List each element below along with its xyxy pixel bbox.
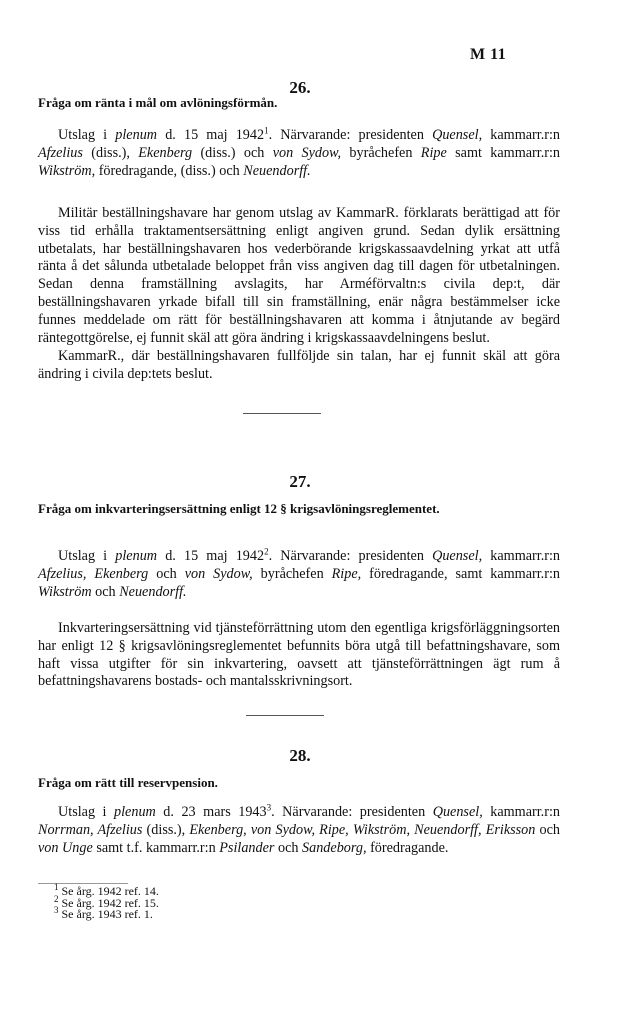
section-heading-26: Fråga om ränta i mål om avlöningsförmån. bbox=[38, 95, 278, 110]
page-id: M 11 bbox=[470, 46, 507, 63]
section-divider bbox=[246, 715, 324, 716]
section-26-paragraph-1: Utslag i plenum d. 15 maj 1942$^1$. Närvarande: presidenten Quensel, kammarr.r:n Afzelius (diss.), Ekenberg (diss.) och von Sydow, byråchefen Ripe samt kammarr.r:n Wikström, föredragande, (diss.) och Neuendorff. bbox=[38, 125, 560, 179]
section-26-paragraph-2 bbox=[38, 205, 560, 347]
footnote: $^3$ Se årg. 1943 ref. 1. bbox=[54, 905, 153, 922]
section-heading-27: Fråga om inkvarteringsersättning enligt 12 § krigsavlöningsreglementet. bbox=[38, 501, 440, 516]
section-heading-28: Fråga om rätt till reservpension. bbox=[38, 775, 218, 790]
footnote: $^2$ Se årg. 1942 ref. 15. bbox=[54, 893, 159, 910]
section-26-paragraph-2-text: Militär beställningshavare har genom utslag av KammarR. förklarats berättigad att för viss tid erhålla traktamentsersättning enligt angiven grund. Sedan dylik ersättning utbetalats, har beställningshavaren hos vederbörande krigskassaavdelning yrkat att utfå ränta å det sålunda utbetalade beloppet från viss angiven dag till dagen för utbetalningen. Sedan denna framställning avslagits, har Arméförvaltn:s civila dep:t, där beställningshavaren yrkade bifall till sin framställning, enär några bestämmelser icke funnes meddelade om rätt för beställningshavaren att komma i åtnjutande av begärd räntegottgörelse, ej funnit skäl att göra ändring i krigskassaavdelningens beslut. bbox=[38, 205, 560, 346]
section-number-26: 26. bbox=[289, 78, 311, 97]
section-27-paragraph-1: Utslag i plenum d. 15 maj 1942$^2$. Närvarande: presidenten Quensel, kammarr.r:n Afzelius, Ekenberg och von Sydow, byråchefen Ripe, föredragande, samt kammarr.r:n Wikström och Neuendorff. bbox=[38, 546, 560, 600]
section-number-27: 27. bbox=[289, 472, 311, 491]
section-divider bbox=[243, 413, 321, 414]
section-26-paragraph-3-text: KammarR., där beställningshavaren fullföljde sin talan, har ej funnit skäl att göra ändring i civila dep:tets beslut. bbox=[38, 348, 560, 382]
section-27-paragraph-2 bbox=[38, 620, 560, 691]
footnote: $^1$ Se årg. 1942 ref. 14. bbox=[54, 882, 159, 898]
footnote-list bbox=[54, 882, 159, 922]
section-number-28: 28. bbox=[289, 746, 311, 765]
section-28-paragraph-1: Utslag i plenum d. 23 mars 1943$^3$. Närvarande: presidenten Quensel, kammarr.r:n Norrman, Afzelius (diss.), Ekenberg, von Sydow, Ripe, Wikström, Neuendorff, Eriksson och von Unge samt t.f. kammarr.r:n Psilander och Sandeborg, föredragande. bbox=[38, 802, 560, 856]
section-26-paragraph-3 bbox=[38, 348, 560, 384]
section-27-paragraph-2-text: Inkvarteringsersättning vid tjänsteförrättning utom den egentliga krigsförläggningsorten har enligt 12 § krigsavlöningsreglementet befunnits böra utgå till befattningshavare, som haft vissa utgifter för sin inkvartering, oavsett att tjänsteförrättningen ägt rum å befattningshavarens bostads- och mantalsskrivningsort. bbox=[38, 620, 560, 690]
